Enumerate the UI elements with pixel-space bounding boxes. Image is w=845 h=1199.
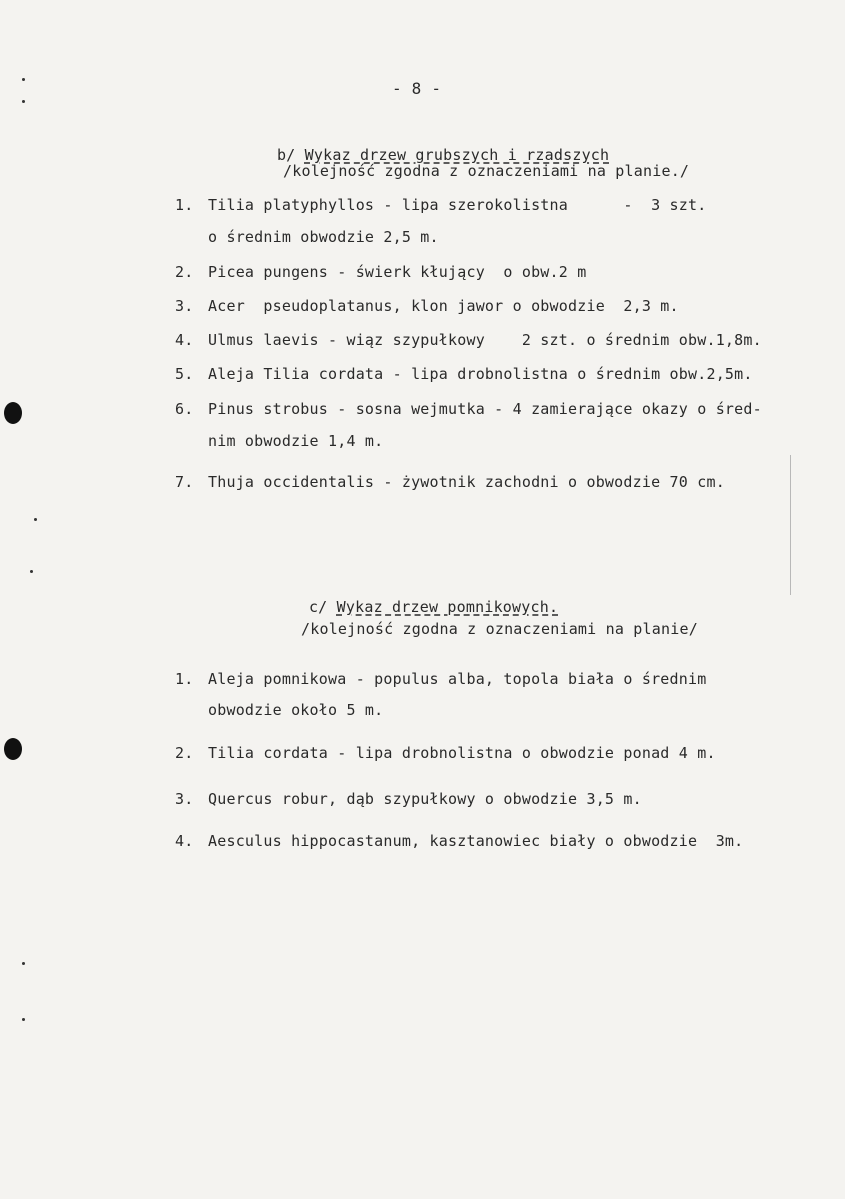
section_c-item-text: obwodzie około 5 m. bbox=[208, 701, 384, 719]
margin-speck bbox=[22, 100, 25, 103]
section_c-item-text: Tilia cordata - lipa drobnolistna o obwodzie ponad 4 m. bbox=[208, 744, 716, 762]
section_c-item-number: 3. bbox=[175, 790, 194, 808]
section_b-item-text: Thuja occidentalis - żywotnik zachodni o obwodzie 70 cm. bbox=[208, 473, 725, 491]
section-c-title: Wykaz drzew pomnikowych. bbox=[336, 598, 559, 616]
page-number: - 8 - bbox=[392, 79, 442, 98]
section_b-item-number: 3. bbox=[175, 297, 194, 315]
margin-speck bbox=[22, 78, 25, 81]
section_b-item-text: o średnim obwodzie 2,5 m. bbox=[208, 228, 439, 246]
section_b-item-text: Aleja Tilia cordata - lipa drobnolistna o średnim obw.2,5m. bbox=[208, 365, 753, 383]
section_b-item-text: Tilia platyphyllos - lipa szerokolistna - 3 szt. bbox=[208, 196, 707, 214]
section_c-item-number: 1. bbox=[175, 670, 194, 688]
punch-hole-bottom bbox=[4, 738, 22, 760]
section_b-item-text: nim obwodzie 1,4 m. bbox=[208, 432, 384, 450]
section_c-item-number: 4. bbox=[175, 832, 194, 850]
section-b-subtitle: /kolejność zgodna z oznaczeniami na planie./ bbox=[283, 162, 690, 180]
section_c-item-text: Aesculus hippocastanum, kasztanowiec biały o obwodzie 3m. bbox=[208, 832, 744, 850]
section_b-item-number: 2. bbox=[175, 263, 194, 281]
section-c-subtitle: /kolejność zgodna z oznaczeniami na planie/ bbox=[301, 620, 698, 638]
section_c-item-text: Aleja pomnikowa - populus alba, topola biała o średnim bbox=[208, 670, 707, 688]
section_b-item-text: Pinus strobus - sosna wejmutka - 4 zamierające okazy o śred- bbox=[208, 400, 762, 418]
section-b-label: b/ bbox=[276, 146, 296, 164]
section-c-label: c/ bbox=[308, 598, 328, 616]
margin-speck bbox=[22, 962, 25, 965]
section_c-item-text: Quercus robur, dąb szypułkowy o obwodzie 3,5 m. bbox=[208, 790, 642, 808]
section_b-item-number: 1. bbox=[175, 196, 194, 214]
section_b-item-text: Picea pungens - świerk kłujący o obw.2 m bbox=[208, 263, 587, 281]
section_b-item-number: 7. bbox=[175, 473, 194, 491]
section-b-title: Wykaz drzew grubszych i rzadszych bbox=[304, 146, 610, 164]
punch-hole-top bbox=[4, 402, 22, 424]
paper-crease bbox=[790, 455, 791, 595]
section_b-item-number: 6. bbox=[175, 400, 194, 418]
section_b-item-number: 5. bbox=[175, 365, 194, 383]
section_b-item-text: Ulmus laevis - wiąz szypułkowy 2 szt. o średnim obw.1,8m. bbox=[208, 331, 762, 349]
section_b-item-text: Acer pseudoplatanus, klon jawor o obwodzie 2,3 m. bbox=[208, 297, 679, 315]
margin-speck bbox=[30, 570, 33, 573]
margin-speck bbox=[34, 518, 37, 521]
margin-speck bbox=[22, 1018, 25, 1021]
section_c-item-number: 2. bbox=[175, 744, 194, 762]
section_b-item-number: 4. bbox=[175, 331, 194, 349]
